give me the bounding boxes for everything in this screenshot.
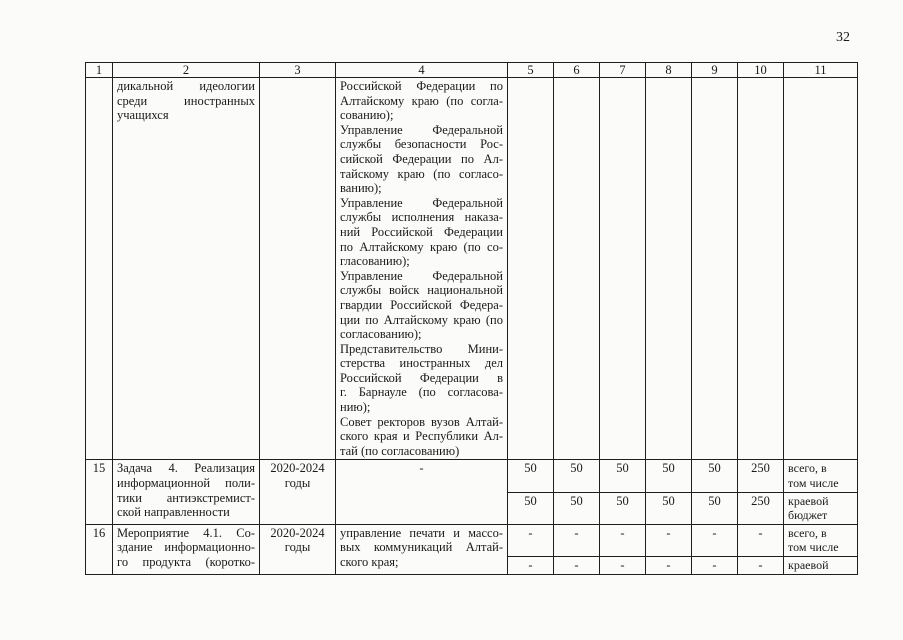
year-value-cell: 50 [600,460,646,492]
year-value-cell: - [646,524,692,556]
column-header: 3 [260,63,336,78]
text-line: службы войск национальной [340,283,503,298]
measure-name-cell [113,78,260,460]
text-line: гласованию); [340,254,410,269]
page-number: 32 [836,30,850,45]
year-value-cell: 50 [692,460,738,492]
year-value-cell [554,78,600,460]
text-line: всего, в [788,461,827,476]
text-line: г. Барнауле (по согласова- [340,385,503,400]
table-row [86,460,858,492]
column-header: 1 [86,63,113,78]
text-line: том числе [788,476,839,491]
text-line: 2020-2024 [270,525,325,540]
text-line: тики антиэкстремист- [117,490,255,505]
funding-source-cell [784,492,858,524]
year-value-cell: - [600,524,646,556]
measures-table [85,62,858,575]
text-line: по Алтайскому краю (по со- [340,239,503,254]
text-line: бюджет [788,508,828,523]
text-line: ского края и Республики Ал- [340,429,503,444]
text-line: тайскому краю (по согласо- [340,166,503,181]
text-line: Алтайскому краю (по согла- [340,93,503,108]
measure-name-cell [113,460,260,524]
row-number-cell: 15 [86,460,113,524]
column-header: 11 [784,63,858,78]
row-number-cell: 16 [86,524,113,574]
text-line: Совет ректоров вузов Алтай- [340,414,503,429]
text-line: вых коммуникаций Алтай- [340,540,503,555]
text-line: гвардии Российской Федера- [340,297,503,312]
year-value-cell [692,78,738,460]
year-value-cell [508,78,554,460]
year-value-cell: 50 [508,492,554,524]
year-value-cell: 50 [600,492,646,524]
text-line: годы [284,476,311,491]
text-line: среди иностранных [117,93,255,108]
period-cell [260,524,336,574]
table-row [86,78,858,460]
table-row [86,524,858,556]
text-line: Управление Федеральной [340,195,503,210]
text-line: Российской Федерации в [340,370,503,385]
text-line: учащихся [117,108,169,123]
year-value-cell [600,78,646,460]
year-value-cell: 50 [508,460,554,492]
year-value-cell: - [554,557,600,575]
text-line: Управление Федеральной [340,268,503,283]
text-line: Мероприятие 4.1. Со- [117,525,255,540]
measure-name-cell [113,524,260,574]
text-line: управление печати и массо- [340,525,503,540]
total-value-cell: - [738,524,784,556]
text-line: ции по Алтайскому краю (по [340,312,503,327]
total-value-cell [738,78,784,460]
period-cell [260,460,336,524]
text-line: информационной поли- [117,476,255,491]
year-value-cell: 50 [646,460,692,492]
text-line: го продукта (коротко- [117,555,255,569]
year-value-cell: 50 [554,492,600,524]
text-line: краевой [788,493,829,508]
text-line: всего, в [788,525,827,540]
text-line: сийской Федерации по Ал- [340,151,503,166]
text-line: Российской Федерации по [340,79,503,93]
column-header: 6 [554,63,600,78]
column-header: 10 [738,63,784,78]
text-line: здание информационно- [117,540,255,555]
column-header: 8 [646,63,692,78]
text-line: годы [284,540,311,555]
year-value-cell: 50 [692,492,738,524]
column-header: 7 [600,63,646,78]
total-value-cell: - [738,557,784,575]
year-value-cell: - [646,557,692,575]
text-line: Задача 4. Реализация [117,461,255,476]
text-line: ской направленности [117,505,230,520]
text-line: ского края; [340,555,399,569]
text-line: стерства иностранных дел [340,356,503,371]
text-line: тай (по согласованию) [340,443,460,458]
column-header: 5 [508,63,554,78]
year-value-cell: - [600,557,646,575]
executors-cell: - [336,460,508,524]
text-line: нию); [340,400,371,415]
year-value-cell: - [508,524,554,556]
column-header: 2 [113,63,260,78]
text-line: дикальной идеологии [117,79,255,93]
funding-source-cell [784,524,858,556]
funding-source-cell [784,460,858,492]
year-value-cell: - [554,524,600,556]
column-header: 4 [336,63,508,78]
executors-cell [336,78,508,460]
total-value-cell: 250 [738,492,784,524]
total-value-cell: 250 [738,460,784,492]
text-line: сованию); [340,108,394,123]
text-line: согласованию); [340,327,422,342]
year-value-cell: - [692,524,738,556]
text-line: службы безопасности Рос- [340,137,503,152]
row-number-cell [86,78,113,460]
year-value-cell [646,78,692,460]
text-line: краевой [788,558,829,572]
column-number-header [86,63,858,78]
text-line: ний Российской Федерации [340,224,503,239]
executors-cell [336,524,508,574]
year-value-cell: - [692,557,738,575]
column-header: 9 [692,63,738,78]
year-value-cell: 50 [646,492,692,524]
year-value-cell: 50 [554,460,600,492]
funding-source-cell [784,557,858,575]
period-cell [260,78,336,460]
text-line: том числе [788,540,839,555]
text-line: службы исполнения наказа- [340,210,503,225]
text-line: 2020-2024 [270,461,325,476]
year-value-cell: - [508,557,554,575]
text-line: Представительство Мини- [340,341,503,356]
funding-source-cell [784,78,858,460]
text-line: ванию); [340,181,382,196]
text-line: Управление Федеральной [340,122,503,137]
